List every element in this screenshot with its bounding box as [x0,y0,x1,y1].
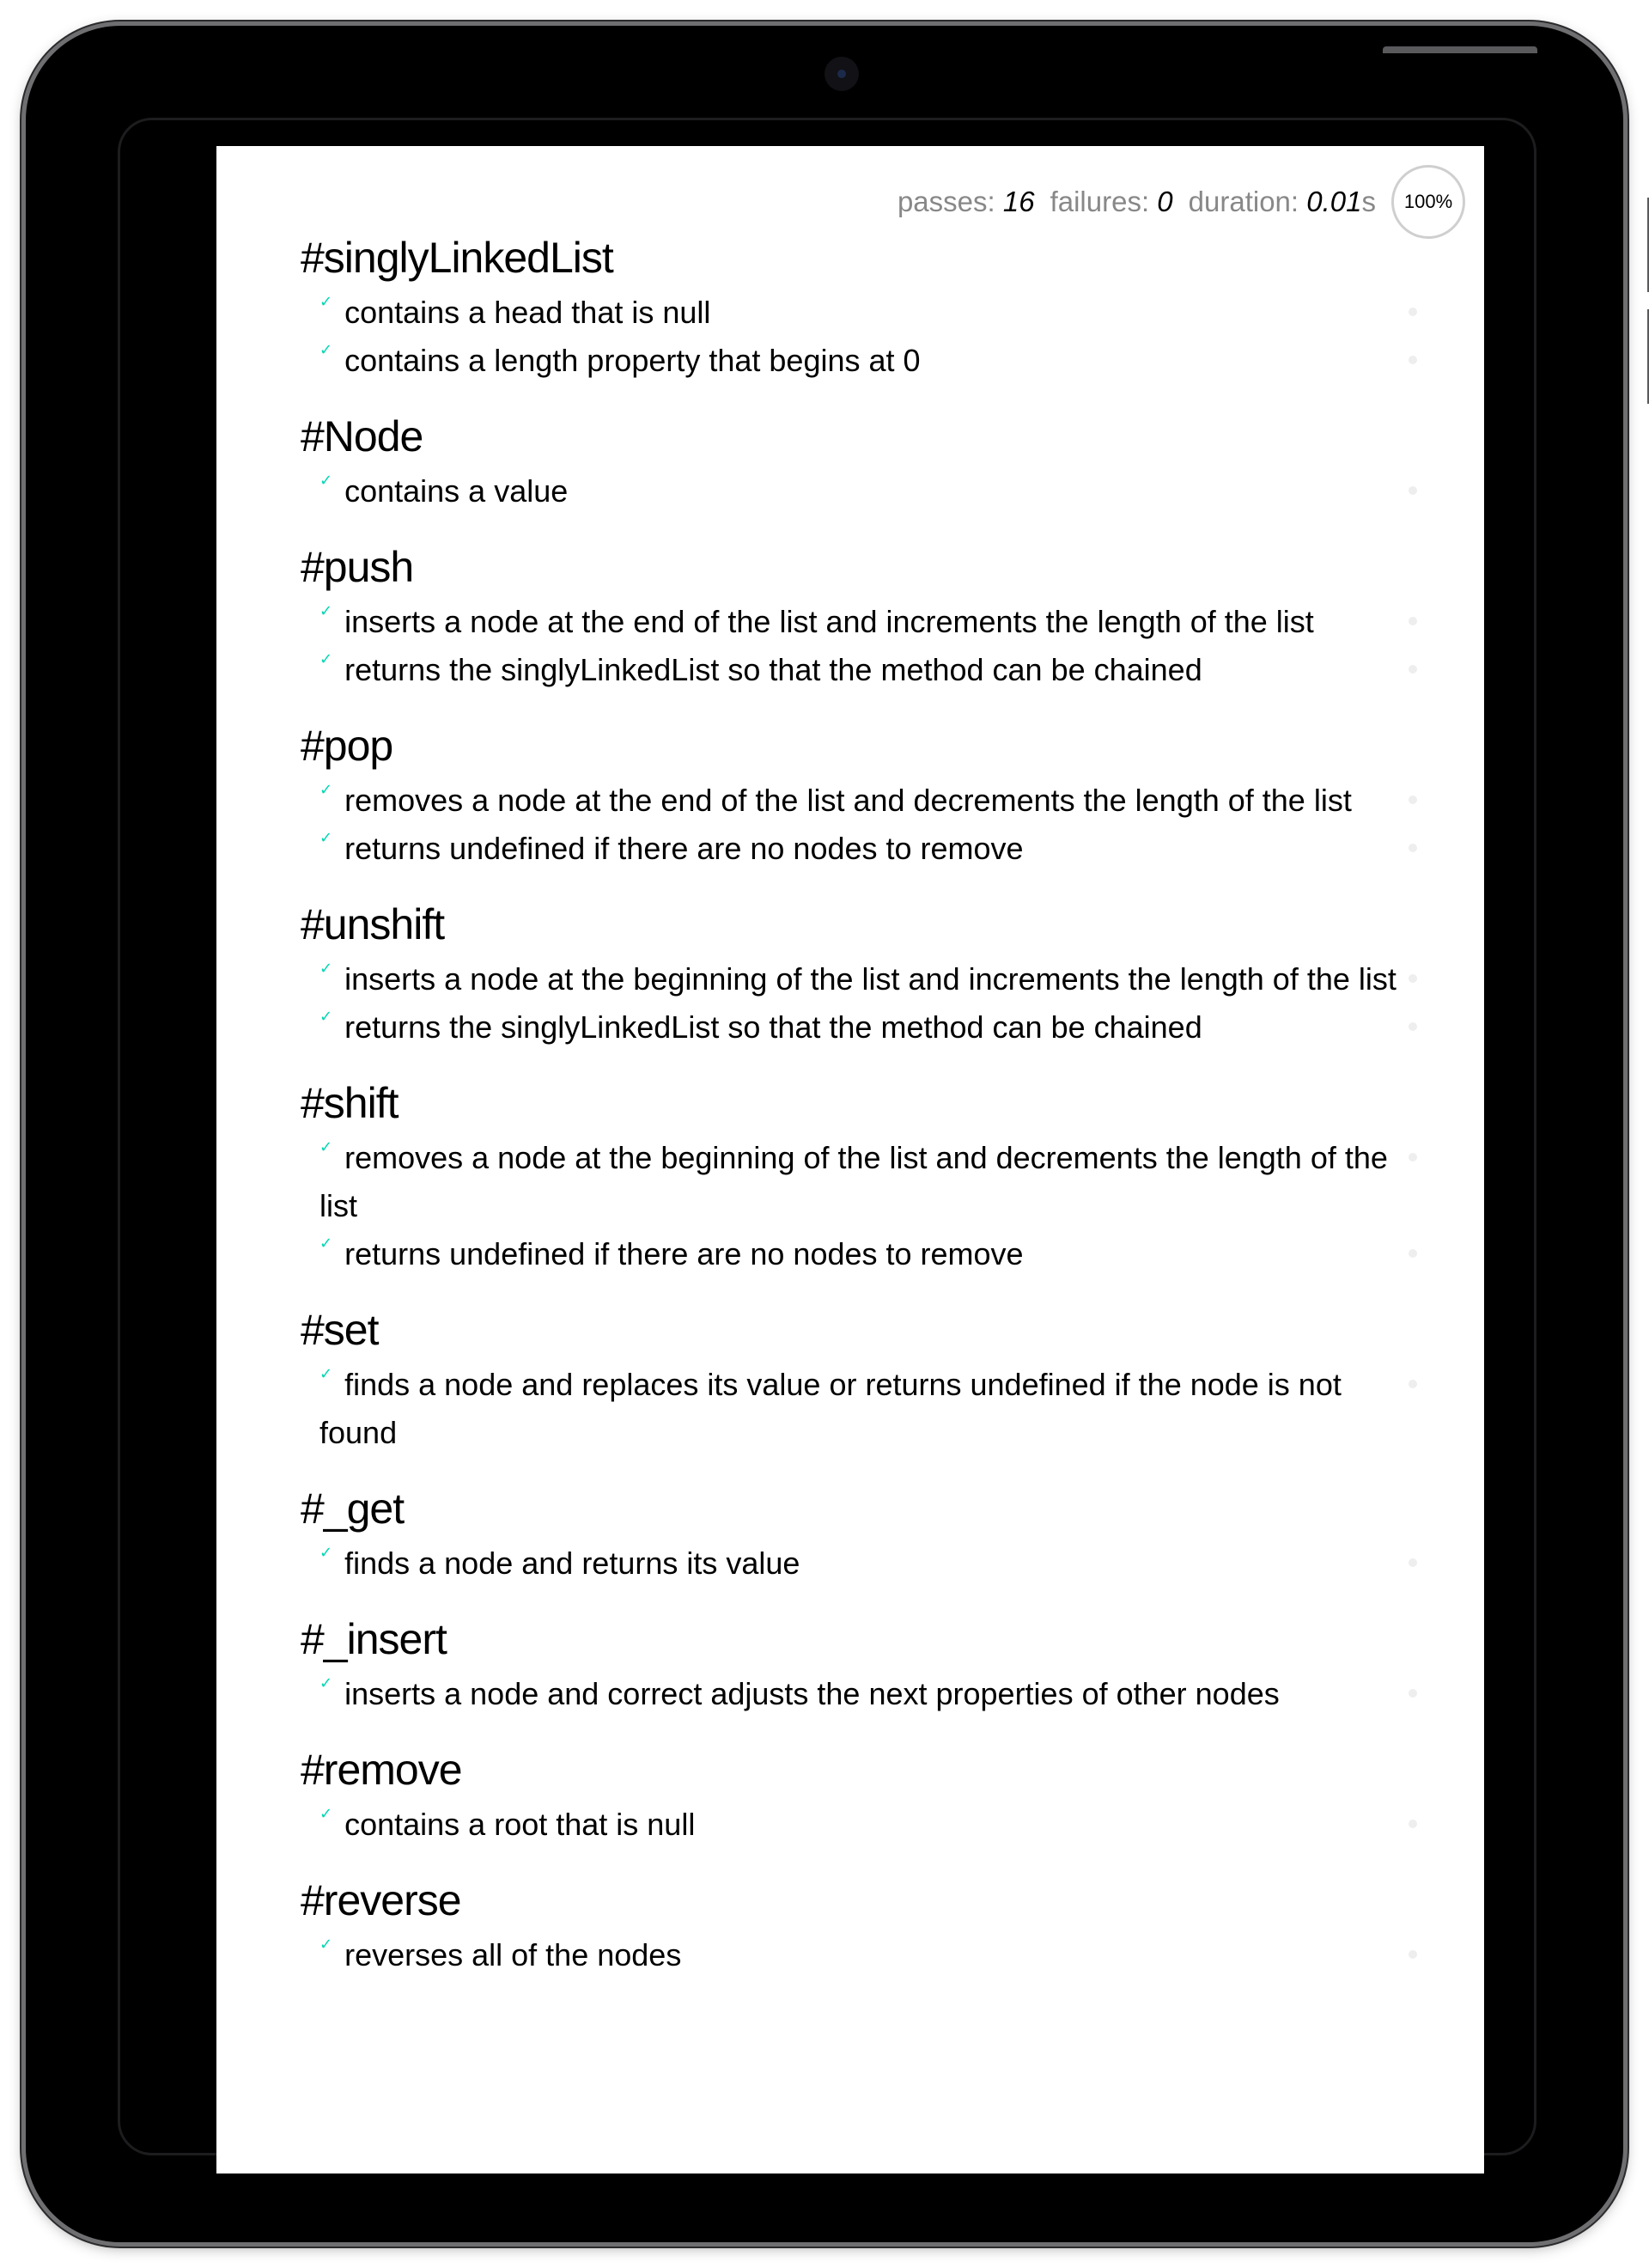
test-item[interactable] [301,1003,1417,1052]
test-title: contains a value [344,473,569,509]
mocha-report [301,232,1417,2005]
check-icon: ✓ [319,1138,333,1155]
test-title: finds a node and returns its value [344,1546,800,1581]
replay-icon[interactable] [1409,1380,1417,1388]
suite-title[interactable]: #singlyLinkedList [301,234,613,282]
test-item[interactable] [301,1670,1417,1718]
test-title: inserts a node at the end of the list and increments the length of the list [344,604,1314,639]
check-icon: ✓ [319,1235,333,1252]
passes-value: 16 [1002,186,1035,217]
duration-label: duration: [1188,186,1299,217]
suite-title[interactable]: #reverse [301,1876,461,1924]
replay-icon[interactable] [1409,1153,1417,1161]
replay-icon[interactable] [1409,665,1417,674]
suite-title[interactable]: #shift [301,1079,399,1127]
test-item[interactable] [301,598,1417,646]
suite [301,411,1417,515]
check-icon: ✓ [319,293,333,310]
test-item[interactable] [301,1361,1417,1457]
test-title: returns the singlyLinkedList so that the method can be chained [344,1009,1202,1045]
test-item[interactable] [301,955,1417,1003]
test-title: removes a node at the beginning of the list and decrements the length of the list [319,1140,1388,1223]
check-icon: ✓ [319,472,333,489]
test-title: reverses all of the nodes [344,1937,682,1972]
duration-unit: s [1361,186,1376,217]
tablet-frame [26,26,1623,2242]
replay-icon[interactable] [1409,1689,1417,1698]
failures-value: 0 [1157,186,1173,217]
replay-icon[interactable] [1409,1820,1417,1828]
test-item[interactable] [301,1801,1417,1849]
passes-stat[interactable] [898,186,1035,218]
suite-title[interactable]: #_get [301,1485,405,1533]
test-item[interactable] [301,289,1417,337]
replay-icon[interactable] [1409,1950,1417,1959]
duration-stat [1189,186,1376,218]
suite [301,1744,1417,1849]
test-title: finds a node and replaces its value or returns undefined if the node is not found [319,1367,1342,1450]
suite-title[interactable]: #_insert [301,1615,447,1663]
test-item[interactable] [301,1931,1417,1979]
replay-icon[interactable] [1409,974,1417,983]
failures-stat[interactable] [1050,186,1173,218]
check-icon: ✓ [319,602,333,619]
check-icon: ✓ [319,1008,333,1025]
test-title: inserts a node at the beginning of the list and increments the length of the list [344,961,1396,997]
check-icon: ✓ [319,781,333,798]
test-title: contains a head that is null [344,295,711,330]
suite-title[interactable]: #pop [301,722,393,770]
duration-value: 0.01 [1306,186,1362,217]
test-item[interactable] [301,1230,1417,1278]
suite [301,1483,1417,1588]
suite-title[interactable]: #Node [301,412,423,460]
test-item[interactable] [301,1134,1417,1230]
suite [301,1613,1417,1718]
check-icon: ✓ [319,1544,333,1561]
check-icon: ✓ [319,1365,333,1382]
replay-icon[interactable] [1409,308,1417,316]
screen [216,146,1484,2174]
camera-icon [824,57,859,91]
test-title: returns undefined if there are no nodes to remove [344,831,1024,866]
check-icon: ✓ [319,341,333,358]
failures-label: failures: [1050,186,1150,217]
suite [301,1077,1417,1278]
check-icon: ✓ [319,829,333,846]
test-item[interactable] [301,337,1417,385]
replay-icon[interactable] [1409,796,1417,804]
test-item[interactable] [301,1539,1417,1588]
progress-ring: 100% [1391,165,1465,239]
suite [301,1304,1417,1457]
replay-icon[interactable] [1409,486,1417,495]
replay-icon[interactable] [1409,617,1417,625]
test-item[interactable] [301,777,1417,825]
test-title: inserts a node and correct adjusts the next properties of other nodes [344,1676,1280,1711]
check-icon: ✓ [319,1674,333,1692]
test-item[interactable] [301,467,1417,515]
suite [301,899,1417,1052]
suite-title[interactable]: #unshift [301,900,445,948]
suite [301,541,1417,694]
check-icon: ✓ [319,1805,333,1822]
replay-icon[interactable] [1409,356,1417,364]
test-title: returns the singlyLinkedList so that the method can be chained [344,652,1202,687]
check-icon: ✓ [319,1936,333,1953]
suite [301,1875,1417,1979]
test-item[interactable] [301,646,1417,694]
top-button [1383,46,1537,53]
passes-label: passes: [897,186,995,217]
mocha-stats [898,165,1465,239]
test-title: removes a node at the end of the list and decrements the length of the list [344,783,1352,818]
suite-title[interactable]: #set [301,1306,379,1354]
suite [301,720,1417,873]
replay-icon[interactable] [1409,1558,1417,1567]
check-icon: ✓ [319,960,333,977]
suite [301,232,1417,385]
replay-icon[interactable] [1409,844,1417,852]
test-item[interactable] [301,825,1417,873]
suite-title[interactable]: #remove [301,1746,462,1794]
replay-icon[interactable] [1409,1022,1417,1031]
test-title: contains a length property that begins at 0 [344,343,921,378]
suite-title[interactable]: #push [301,543,414,591]
test-title: contains a root that is null [344,1807,696,1842]
test-title: returns undefined if there are no nodes to remove [344,1236,1024,1271]
replay-icon[interactable] [1409,1249,1417,1258]
check-icon: ✓ [319,650,333,668]
